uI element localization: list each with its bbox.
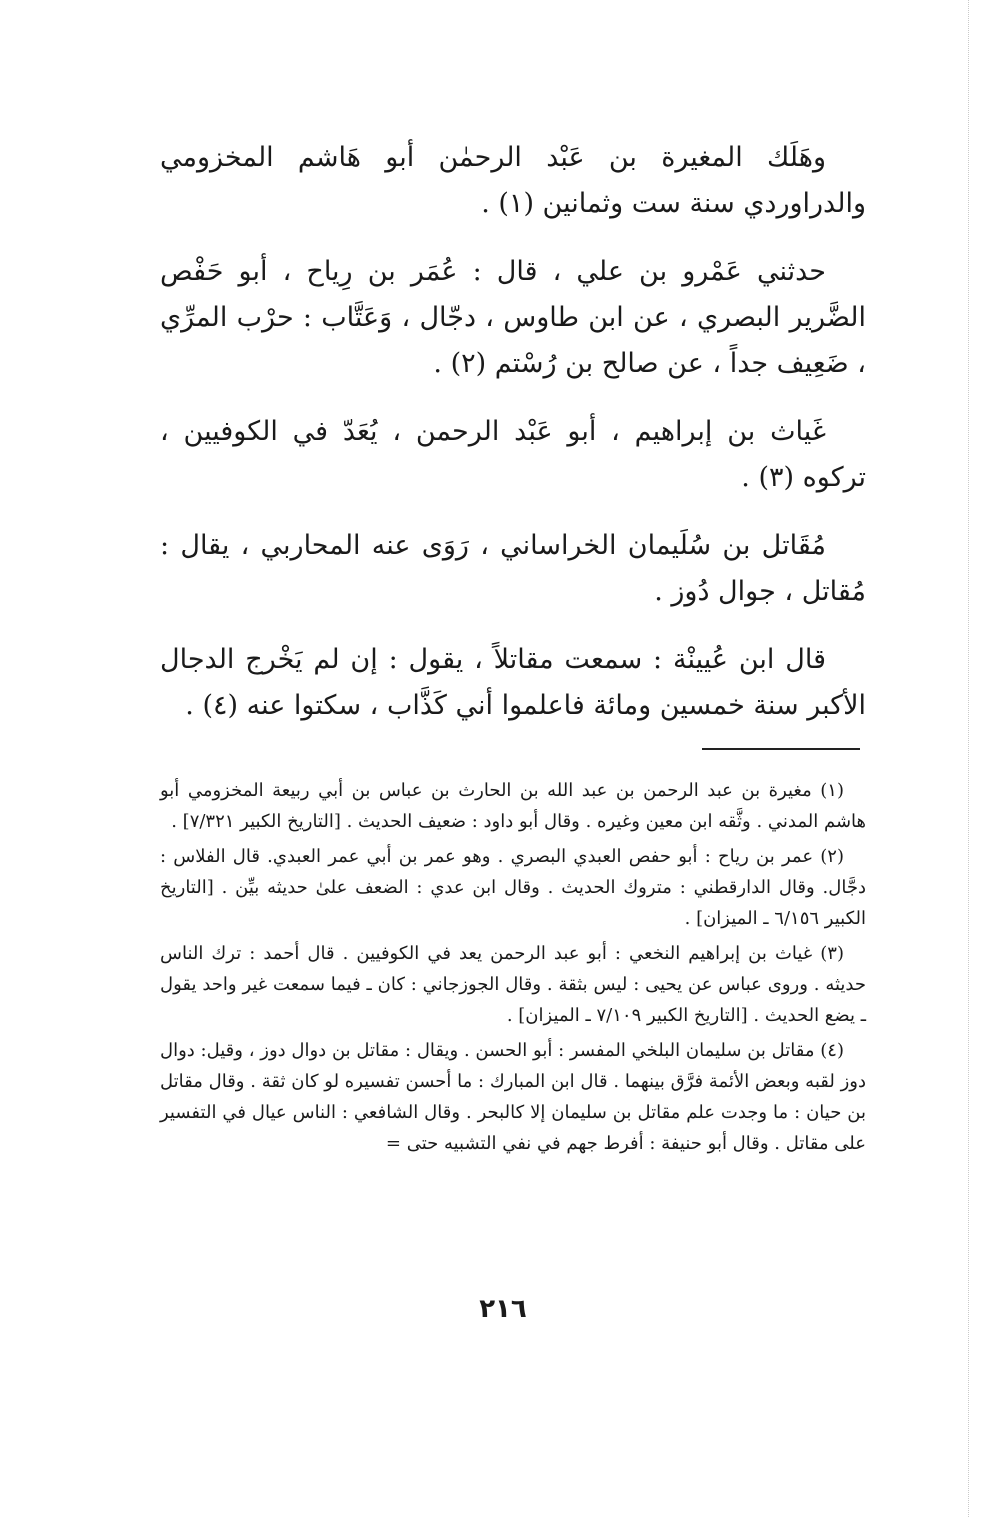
main-paragraph: حدثني عَمْرو بن علي ، قال : عُمَر بن رِياح ، أبو حَفْص الضَّرير البصري ، عن ابن طاوس ، دجّال ، وَعَتَّاب : حرْب المرِّي ، ضَعِيف جداً ، عن صالح بن رُسْتم (٢) .	[160, 256, 866, 379]
footnote: (٤) مقاتل بن سليمان البلخي المفسر : أبو الحسن . ويقال : مقاتل بن دوال دوز ، وقيل: دوال دوز لقبه وبعض الأئمة فرَّق بينهما . قال ابن المبارك : ما أحسن تفسيره لو كان ثقة . وقال مقاتل بن حيان : ما وجدت علم مقاتل بن سليمان إلا كالبحر . وقال الشافعي : الناس عيال في التفسير على مقاتل . وقال أبو حنيفة : أفرط جهم في نفي التشبيه حتى =	[160, 1040, 866, 1154]
scan-edge-line	[968, 0, 969, 1517]
footnote: (١) مغيرة بن عبد الرحمن بن عبد الله بن الحارث بن عباس بن أبي ربيعة المخزومي أبو هاشم المدني . وثَّقه ابن معين وغيره . وقال أبو داود : ضعيف الحديث . [التاريخ الكبير ٧/٣٢١] .	[160, 780, 866, 832]
page-number: ٢١٦	[479, 1294, 527, 1324]
main-paragraph: مُقَاتل بن سُلَيمان الخراساني ، رَوَى عنه المحاربي ، يقال : مُقاتل ، جوال دُوز .	[160, 530, 866, 607]
main-paragraph: غَياث بن إبراهيم ، أبو عَبْد الرحمن ، يُعَدّ في الكوفيين ، تركوه (٣) .	[160, 416, 866, 493]
main-paragraph: قال ابن عُيينْة : سمعت مقاتلاً ، يقول : إن لم يَخْرج الدجال الأكبر سنة خمسين ومائة فاعلموا أني كَذَّاب ، سكتوا عنه (٤) .	[160, 644, 866, 721]
footnotes	[160, 775, 866, 1163]
main-paragraph: وهَلَك المغيرة بن عَبْد الرحمٰن أبو هَاشم المخزومي والدراوردي سنة ست وثمانين (١) .	[160, 142, 866, 219]
main-text	[160, 135, 866, 751]
footnote: (٣) غياث بن إبراهيم النخعي : أبو عبد الرحمن يعد في الكوفيين . قال أحمد : ترك الناس حديثه . وروى عباس عن يحيى : ليس بثقة . وقال الجوزجاني : كان ـ فيما سمعت غير واحد يقول ـ يضع الحديث . [التاريخ الكبير ٧/١٠٩ ـ الميزان] .	[160, 943, 866, 1026]
footnote-separator	[702, 748, 860, 750]
footnote: (٢) عمر بن رياح : أبو حفص العبدي البصري . وهو عمر بن أبي عمر العبدي. قال الفلاس : دجَّال. وقال الدارقطني : متروك الحديث . وقال ابن عدي : الضعف علىٰ حديثه بيِّن . [التاريخ الكبير ٦/١٥٦ ـ الميزان] .	[160, 846, 866, 929]
